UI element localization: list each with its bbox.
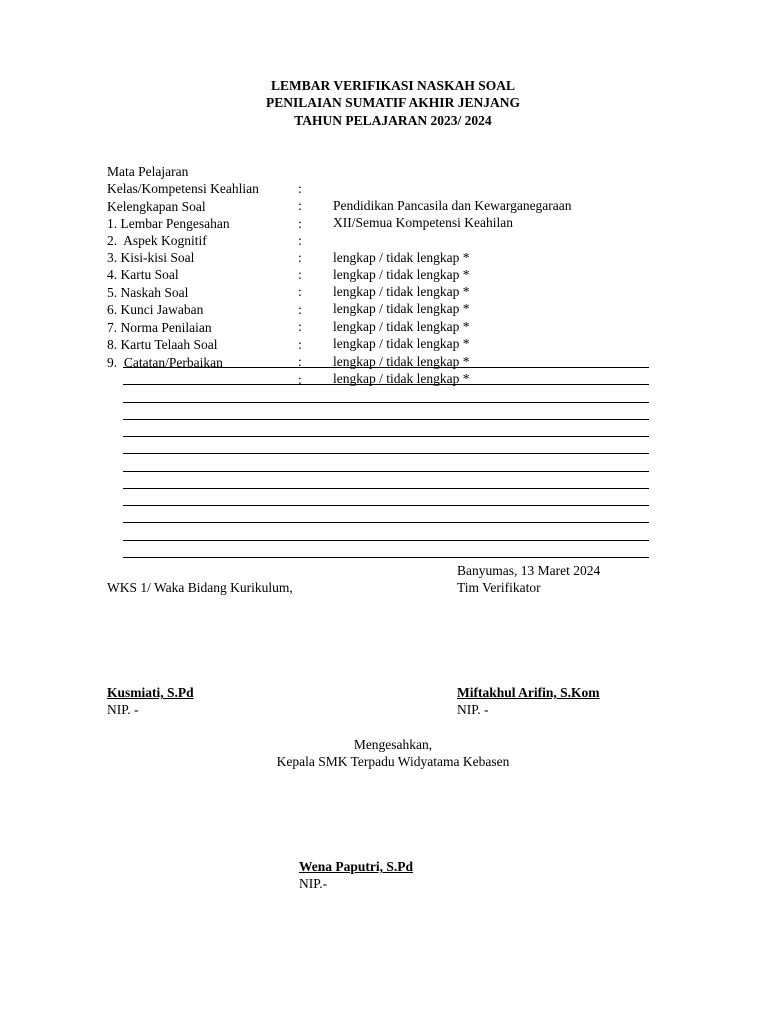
field-colon: :	[298, 250, 302, 265]
field-label: 2. Aspek Kognitif	[107, 233, 207, 248]
field-value: lengkap / tidak lengkap *	[333, 250, 470, 265]
notes-line	[123, 436, 649, 437]
field-label: 5. Naskah Soal	[107, 285, 189, 300]
field-value: Pendidikan Pancasila dan Kewarganegaraan	[333, 198, 572, 213]
field-label: 6. Kunci Jawaban	[107, 302, 204, 317]
field-colon: :	[298, 216, 302, 231]
field-label: 3. Kisi-kisi Soal	[107, 250, 195, 265]
field-label: 4. Kartu Soal	[107, 267, 179, 282]
head-signer-nip: NIP.-	[299, 876, 328, 891]
notes-line	[123, 384, 649, 385]
field-label: Mata Pelajaran	[107, 164, 189, 179]
field-label: 1. Lembar Pengesahan	[107, 216, 230, 231]
notes-line	[123, 505, 649, 506]
field-label: 9. Catatan/Perbaikan	[107, 355, 223, 370]
approval-title: Kepala SMK Terpadu Widyatama Kebasen	[276, 754, 510, 769]
field-label: Kelas/Kompetensi Keahlian	[107, 181, 259, 196]
right-signer-name: Miftakhul Arifin, S.Kom	[457, 685, 600, 700]
field-colon: :	[298, 372, 302, 387]
head-signer-name: Wena Paputri, S.Pd	[299, 859, 414, 874]
field-colon: :	[298, 337, 302, 352]
notes-line	[123, 522, 649, 523]
field-value: lengkap / tidak lengkap *	[333, 354, 470, 369]
place-date: Banyumas, 13 Maret 2024	[457, 563, 601, 578]
field-value: lengkap / tidak lengkap *	[333, 301, 470, 316]
notes-line	[123, 419, 649, 420]
field-value: lengkap / tidak lengkap *	[333, 336, 470, 351]
left-signer-nip: NIP. -	[107, 702, 139, 717]
field-colon: :	[298, 198, 302, 213]
field-colon: :	[298, 302, 302, 317]
field-label: 8. Kartu Telaah Soal	[107, 337, 218, 352]
notes-line	[123, 557, 649, 558]
field-label: 7. Norma Penilaian	[107, 320, 212, 335]
notes-line	[123, 402, 649, 403]
right-signer-nip: NIP. -	[457, 702, 489, 717]
field-value: lengkap / tidak lengkap *	[333, 284, 470, 299]
field-value: lengkap / tidak lengkap *	[333, 267, 470, 282]
left-signer-name: Kusmiati, S.Pd	[107, 685, 194, 700]
field-colon: :	[298, 354, 302, 369]
notes-line	[123, 488, 649, 489]
left-signer-role: WKS 1/ Waka Bidang Kurikulum,	[107, 580, 293, 595]
document-title-line-3: TAHUN PELAJARAN 2023/ 2024	[294, 113, 492, 128]
field-label: Kelengkapan Soal	[107, 199, 206, 214]
notes-line	[123, 367, 649, 368]
field-value: lengkap / tidak lengkap *	[333, 371, 470, 386]
field-colon: :	[298, 233, 302, 248]
right-signer-role: Tim Verifikator	[457, 580, 541, 595]
document-title-line-1: LEMBAR VERIFIKASI NASKAH SOAL	[271, 78, 515, 93]
notes-line	[123, 540, 649, 541]
field-colon: :	[298, 267, 302, 282]
field-colon: :	[298, 319, 302, 334]
notes-line	[123, 453, 649, 454]
notes-line	[123, 471, 649, 472]
field-colon: :	[298, 181, 302, 196]
field-value: lengkap / tidak lengkap *	[333, 319, 470, 334]
field-value: XII/Semua Kompetensi Keahilan	[333, 215, 513, 230]
approval-heading: Mengesahkan,	[353, 737, 433, 752]
document-title-line-2: PENILAIAN SUMATIF AKHIR JENJANG	[266, 95, 520, 110]
field-colon: :	[298, 284, 302, 299]
